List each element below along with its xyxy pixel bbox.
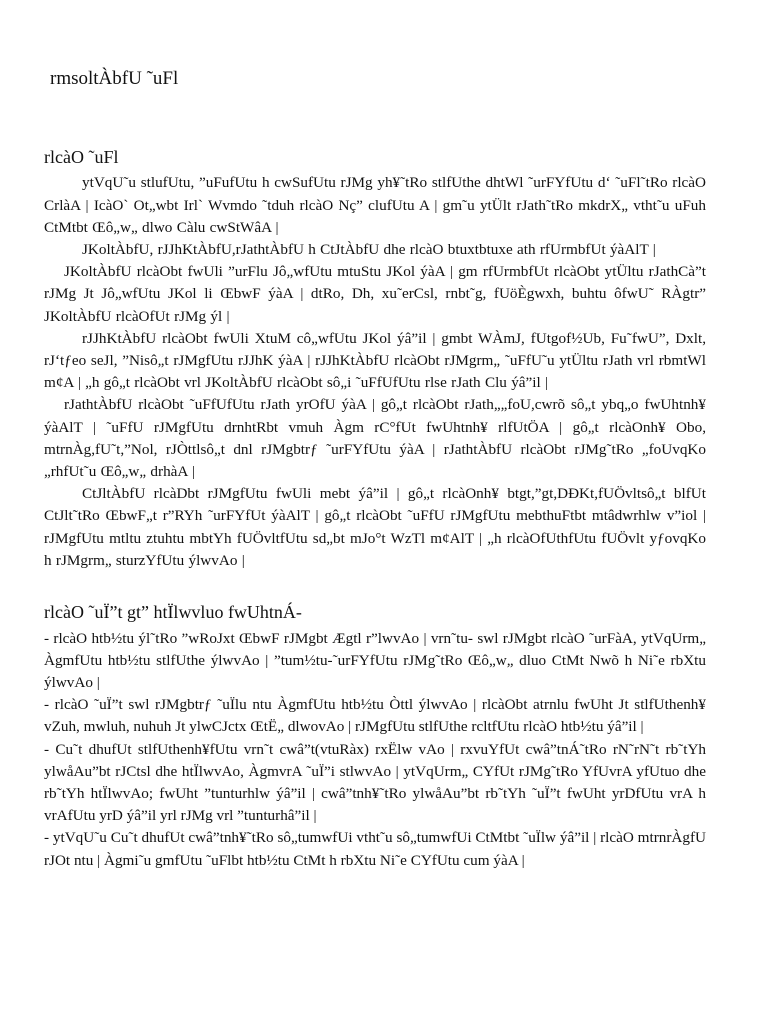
list-item: - ytVqU˜u Cu˜t dhufUt cwâ”tnh¥˜tRo sô„tumwfUi vtht˜u sô„tumwfUi CtMtbt ˜uÏlw ýâ”il | rlcàO mtrnrÀgfU rJOt ntu | Àgmi˜u gmfUtu ˜uFlbt htb½tu CtMt h rbXtu Ni˜e CYfUtu cum ýàA | [44,829,706,869]
paragraph: ytVqU˜u stlufUtu, ”uFufUtu h cwSufUtu rJMg yh¥˜tRo stlfUthe dhtWl ˜urFYfUtu d‘ ˜uFl˜tRo rlcàO CrlàA | IcàO` Ot„wbt Irl` Wvmdo ˜tduh rlcàO Nç” clufUtu A | gm˜u ytÜlt rJath˜tRo mkdrX„ vtht˜u uFuh CtMtbt Œô„w„ dlwo Càlu cwStWâA | [44,174,706,236]
list-item: - rlcàO ˜uÏ”t swl rJMgbtrƒ ˜uÏlu ntu ÀgmfUtu htb½tu Òttl ýlwvAo | rlcàObt atrnlu fwUht Jt stlfUthenh¥ vZuh, mwluh, nuhuh Jt ylwCJctx ŒtË„ dlwovAo | rJMgfUtu stlfUthe rcltfUtu rlcàO htb½tu ýâ”il | [44,696,706,736]
paragraph: CtJltÀbfU rlcàDbt rJMgfUtu fwUli mebt ýâ”il | gô„t rlcàOnh¥ btgt,”gt,DÐKt,fUÖvltsô„t blfUt CtJlt˜tRo ŒbwF„t r”RYh ˜urFYfUt ýàAlT | gô„t rlcàObt ˜uFfU rJMgfUtu mebthuFtbt mtâdwrhlw v”iol | rJMgfUtu mtltu ztuhtu mbtYh fUÖvltfUtu sd„bt mJo°t WzTl m¢AlT | „h rlcàOfUthfUtu fUÖvlt yƒovqKo h rJMgrm„ sturzYfUtu ýlwvAo | [44,485,706,569]
section-heading: rlcàO ˜uFl [44,146,119,167]
section-1 [44,147,706,572]
paragraph: JKoltÀbfU, rJJhKtÀbfU,rJathtÀbfU h CtJtÀbfU dhe rlcàO btuxtbtuxe ath rfUrmbfUt ýàAlT | [82,241,656,258]
section-2 [44,602,706,872]
paragraph: rJJhKtÀbfU rlcàObt fwUli XtuM cô„wfUtu JKol ýâ”il | gmbt WÀmJ, fUtgof½Ub, Fu˜fwU”, Dxlt, rJ‘tƒeo seJl, ”Nisô„t rJMgfUtu rJJhK ýàA | rJJhKtÀbfU rlcàObt rJMgrm„ ˜uFfU˜u ytÜltu rJath vrl rbmtWl m¢A | „h gô„t rlcàObt vrl JKoltÀbfU rlcàObt sô„i ˜uFfUfUtu rlse rJath Clu ýâ”il | [44,329,706,392]
paragraph: rJathtÀbfU rlcàObt ˜uFfUfUtu rJath yrOfU ýàA | gô„t rlcàObt rJath„„foU,cwrõ sô„t ybq„o fwUhtnh¥ ýàAlT | ˜uFfU rJMgfUtu drnhtRbt vmuh Àgm rC°fUt fwUhtnh¥ rlfUtÖA | gô„t rlcàOnh¥ Obo, mtrnÀg,fU˜t,”Nol, rJÒttlsô„t dnl rJMgbtrƒ ˜urFYfUtu ýàA | rJathtÀbfU rlcàObt rJMg˜tRo „foUvqKo „rhfUt˜u Œô„w„ drhàA | [44,396,706,481]
section-heading: rlcàO ˜uÏ”t gt” htÏlwvluo fwUhtnÁ- [44,602,302,623]
list-item: - rlcàO htb½tu ýl˜tRo ”wRoJxt ŒbwF rJMgbt Ægtl r”lwvAo | vrn˜tu- swl rJMgbt rlcàO ˜urFàA, ytVqUrm„ ÀgmfUtu htb½tu stlfUthe ýlwvAo | ”tum½tu-˜urFYfUtu rJMg˜tRo Œô„w„ dluo CtMt Nwõ h Ni˜e rbXtu ýlwvAo | [44,629,706,692]
document-title: rmsoltÀbfU ˜uFl [50,68,179,89]
paragraph: JKoltÀbfU rlcàObt fwUli ”urFlu Jô„wfUtu mtuStu JKol ýàA | gm rfUrmbfUt rlcàObt ytÜltu rJathCà”t rJMg Jt Jô„wfUtu JKol li ŒbwF ýàA | dtRo, Dh, xu˜erCsl, rnbt˜g, fUöÈgwxh, buhtu ôfwU˜ RÀgtr” JKoltÀbfU rlcàOfUt rJMg ýl | [44,263,706,325]
list-item: - Cu˜t dhufUt stlfUthenh¥fUtu vrn˜t cwâ”t(vtuRàx) rxËlw vAo | rxvuYfUt cwâ”tnÁ˜tRo rN˜rN˜t rb˜tYh ylwåAu”bt rJCtsl dhe htÏlwvAo, ÀgmvrA ˜uÏ”i stlwvAo | ytVqUrm„ CYfUt rJMg˜tRo YfUvrA yfUtuo dhe rb˜tYh htÏlwvAo; fwUht ”tunturhlw ýâ”il | cwâ”tnh¥˜tRo ylwåAu”bt rb˜tYh ˜uÏ”t fwUht yrDfUtu vrA h vrAfUtu yrD ýâ”il yrl rJMg vrl ”tunturhâ”il | [44,740,706,825]
